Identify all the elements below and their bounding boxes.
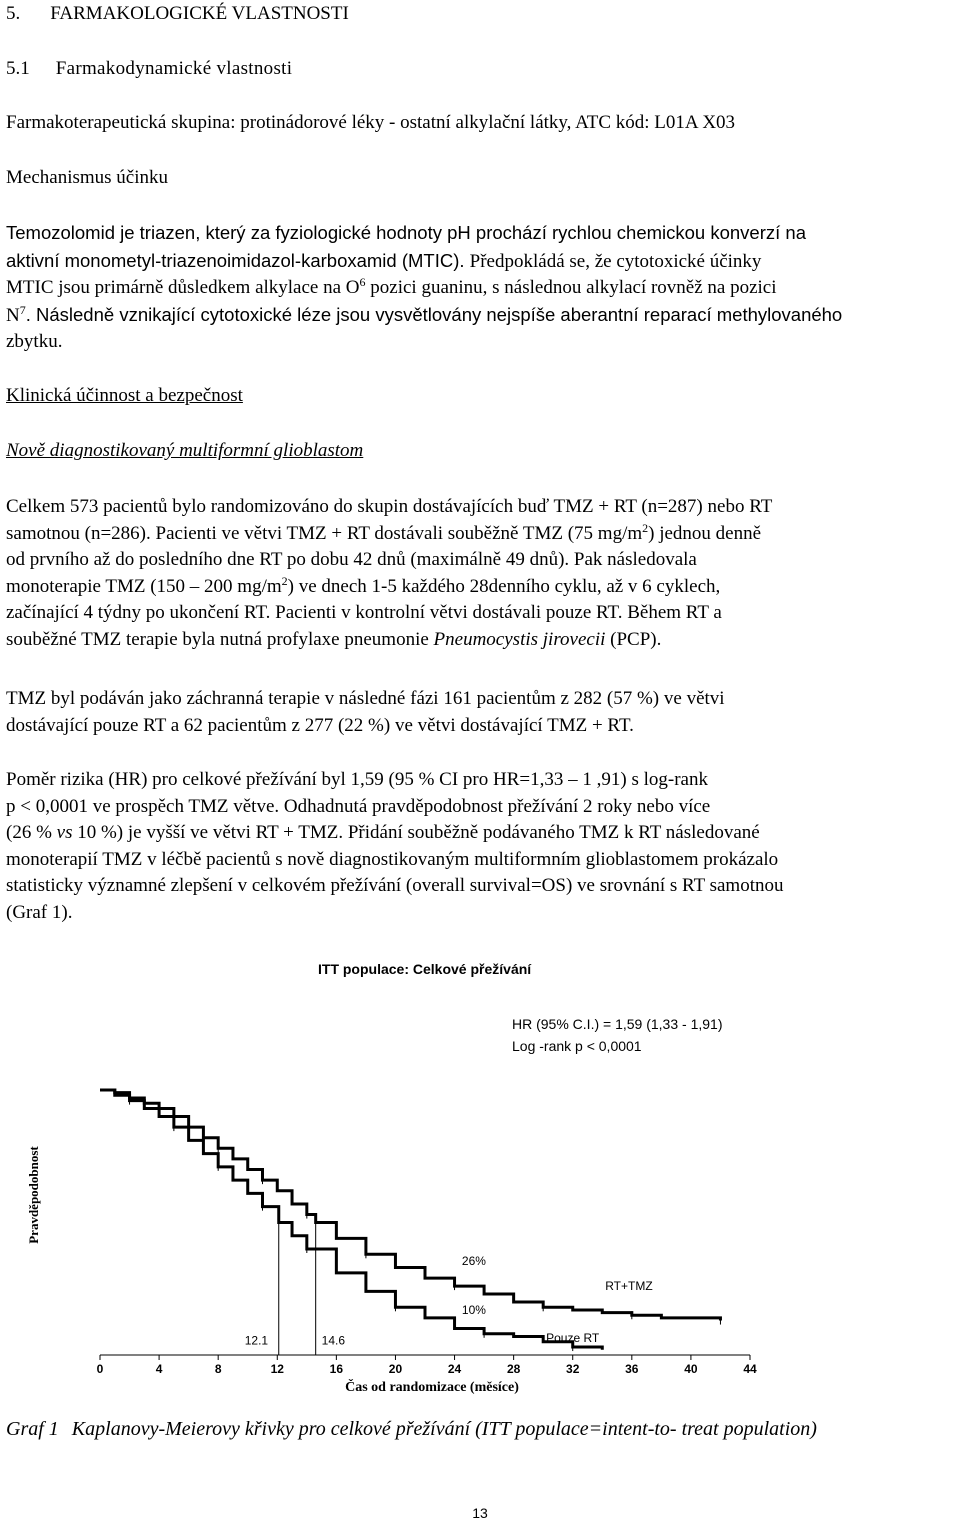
pct-label-26: 26% <box>461 1253 486 1268</box>
mechanism-line: MTIC jsou primárně důsledkem alkylace na $O^6$ pozici guaninu, s následnou alkylací rovněž na pozici <box>6 275 777 298</box>
axes <box>97 1355 757 1376</box>
x-tick-label: 8 <box>214 1362 222 1376</box>
subsection-number: 5.1 <box>6 58 30 79</box>
mechanism-line: zbytku. <box>6 331 63 352</box>
x-tick-label: 12 <box>270 1362 284 1376</box>
x-tick-label: 16 <box>329 1362 344 1376</box>
subsection-title: Farmakodynamické vlastnosti <box>55 58 293 79</box>
hazard-ratio-paragraph: Poměr rizika (HR) pro celkové přežívání byl 1,59 (95 % CI pro HR=1,33 – 1 ,91) s log-rank p < 0,0001 ve prospěch TMZ větve. Odhadnutá pravděpodobnost přežívání 2 roky nebo více (26 % vs 10 %) je vyšší ve větvi RT + TMZ. Přidání souběžně podávaného TMZ k RT následované monoterapií TMZ v léčbě pacientů s nově diagnostikovaným multiformním glioblastomem prokázalo statisticky významné zlepšení v celkovém přežívání (overall survival=OS) ve srovnání s RT samotnou (Graf 1). <box>6 769 784 923</box>
section-title: FARMAKOLOGICKÉ VLASTNOSTI <box>50 3 349 24</box>
salvage-therapy-paragraph: TMZ byl podáván jako záchranná terapie v následné fázi 161 pacientům z 282 (57 %) ve větvi dostávající pouze RT a 62 pacientům z 277 (22 %) ve větvi dostávající TMZ + RT. <box>6 688 725 736</box>
x-tick-label: 32 <box>566 1362 580 1376</box>
figure-label: Graf 1 <box>6 1418 59 1440</box>
chart-title: ITT populace: Celkové přežívání <box>318 961 532 977</box>
efficacy-heading: Klinická účinnost a bezpečnost <box>6 385 243 406</box>
mechanism-line: aktivní monometyl-triazenoimidazol-karboxamid (MTIC). Předpokládá se, že cytotoxické účinky <box>6 249 762 272</box>
mechanism-paragraph <box>6 220 842 356</box>
x-tick-label: 28 <box>506 1362 521 1376</box>
curves <box>100 1090 720 1355</box>
curve-rt-only <box>100 1090 602 1350</box>
section-number: 5. <box>6 3 21 24</box>
survival-chart <box>0 955 960 1405</box>
y-axis-label: Pravděpodobnost <box>26 1146 41 1244</box>
subsection-heading <box>6 58 292 80</box>
x-tick-label: 40 <box>684 1362 698 1376</box>
x-tick-label: 4 <box>155 1362 163 1376</box>
figure-caption-text: Kaplanovy-Meierovy křivky pro celkové přežívání (ITT populace=intent-to- treat population) <box>71 1418 817 1440</box>
x-tick-label: 24 <box>447 1362 462 1376</box>
figure-caption <box>6 1418 817 1441</box>
pharmacotherapeutic-group: Farmakoterapeutická skupina: protinádorové léky - ostatní alkylační látky, ATC kód: L01A X03 <box>6 112 736 133</box>
x-tick-label: 36 <box>625 1362 639 1376</box>
x-tick-label: 0 <box>96 1362 104 1376</box>
x-axis-label: Čas od randomizace (měsíce) <box>345 1380 519 1395</box>
series-label-rt-only: Pouze RT <box>546 1330 600 1345</box>
chart-annotations <box>245 1254 653 1348</box>
mechanism-line: Temozolomid je triazen, který za fyziologické hodnoty pH prochází rychlou chemickou konverzí na <box>6 222 806 243</box>
series-label-rt-tmz: RT+TMZ <box>605 1279 653 1294</box>
x-tick-label: 20 <box>388 1362 403 1376</box>
x-tick-label: 44 <box>743 1362 757 1376</box>
study-design-paragraph: Celkem 573 pacientů bylo randomizováno do skupin dostávajících buď TMZ + RT (n=287) nebo RT samotnou (n=286). Pacienti ve větvi TMZ + RT dostávali souběžně TMZ (75 $mg/m^2$) jednou denně od prvního až do posledního dne RT po dobu 42 dnů (maximálně 49 dnů). Pak následovala monoterapie TMZ (150 – 200 $mg/m^2$) ve dnech 1-5 každého 28denního cyklu, až v 6 cyklech, začínající 4 týdny po ukončení RT. Pacienti v kontrolní větvi dostávali pouze RT. Během RT a souběžné TMZ terapie byla nutná profylaxe pneumonie Pneumocystis jirovecii (PCP). <box>6 496 773 650</box>
page-number: 13 <box>472 1505 488 1521</box>
section-heading <box>6 3 349 25</box>
median-label-rt-tmz: 14.6 <box>321 1333 346 1348</box>
mechanism-heading: Mechanismus účinku <box>6 167 169 188</box>
median-label-rt: 12.1 <box>244 1333 269 1348</box>
hr-annotation: HR (95% C.I.) = 1,59 (1,33 - 1,91) <box>512 1016 723 1032</box>
mechanism-line: $N^7$. Následně vznikající cytotoxické léze jsou vysvětlovány nejspíše aberantní reparací methylovaného <box>6 302 843 326</box>
glioblastoma-heading: Nově diagnostikovaný multiformní glioblastom <box>6 440 364 461</box>
logrank-annotation: Log -rank p < 0,0001 <box>512 1038 642 1054</box>
pct-label-10: 10% <box>461 1302 486 1317</box>
